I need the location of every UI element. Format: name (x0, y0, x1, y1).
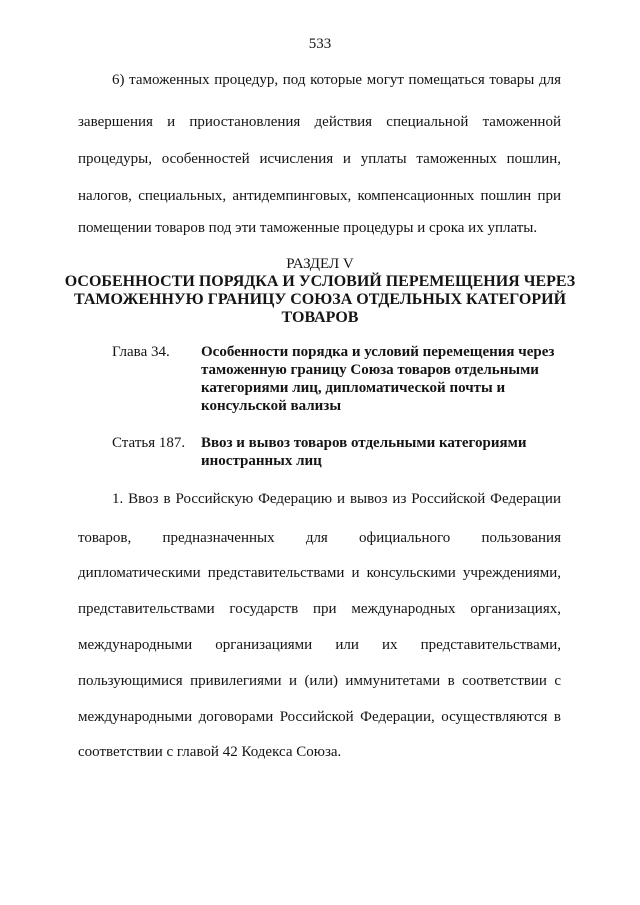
section-title: ОСОБЕННОСТИ ПОРЯДКА И УСЛОВИЙ ПЕРЕМЕЩЕНИЯ ЧЕРЕЗ ТАМОЖЕННУЮ ГРАНИЦУ СОЮЗА ОТДЕЛЬНЫХ КАТЕГОРИЙ ТОВАРОВ (64, 273, 576, 326)
intro-line-2: завершения и приостановления действия специальной таможенной (78, 114, 561, 130)
chapter-title: Особенности порядка и условий перемещения через таможенную границу Союза товаров отдельными категориями лиц, дипломатической почты и консульской вализы (201, 344, 555, 414)
article-title: Ввоз и вывоз товаров отдельными категориями иностранных лиц (201, 435, 527, 469)
intro-line-3: процедуры, особенностей исчисления и уплаты таможенных пошлин, (78, 151, 561, 167)
article-line-6: пользующимися привилегиями и (или) иммунитетами в соответствии с (78, 673, 561, 689)
article-line-1: 1. Ввоз в Российскую Федерацию и вывоз из Российской Федерации (112, 491, 561, 507)
chapter-label: Глава 34. (112, 344, 170, 360)
article-line-4: представительствами государств при международных организациях, (78, 601, 561, 617)
article-line-5: международными организациями или их представительствами, (78, 637, 561, 653)
section-label: РАЗДЕЛ V (286, 256, 354, 272)
article-line-7: международными договорами Российской Федерации, осуществляются в (78, 709, 561, 725)
intro-line-1: 6) таможенных процедур, под которые могут помещаться товары для (112, 72, 561, 88)
intro-line-5: помещении товаров под эти таможенные процедуры и срока их уплаты. (78, 220, 538, 236)
article-line-8: соответствии с главой 42 Кодекса Союза. (78, 744, 342, 760)
article-line-3: дипломатическими представительствами и консульскими учреждениями, (78, 565, 561, 581)
article-line-2: товаров, предназначенных для официального пользования (78, 530, 561, 546)
article-label: Статья 187. (112, 435, 186, 451)
page-number: 533 (308, 36, 332, 52)
intro-line-4: налогов, специальных, антидемпинговых, компенсационных пошлин при (78, 188, 561, 204)
